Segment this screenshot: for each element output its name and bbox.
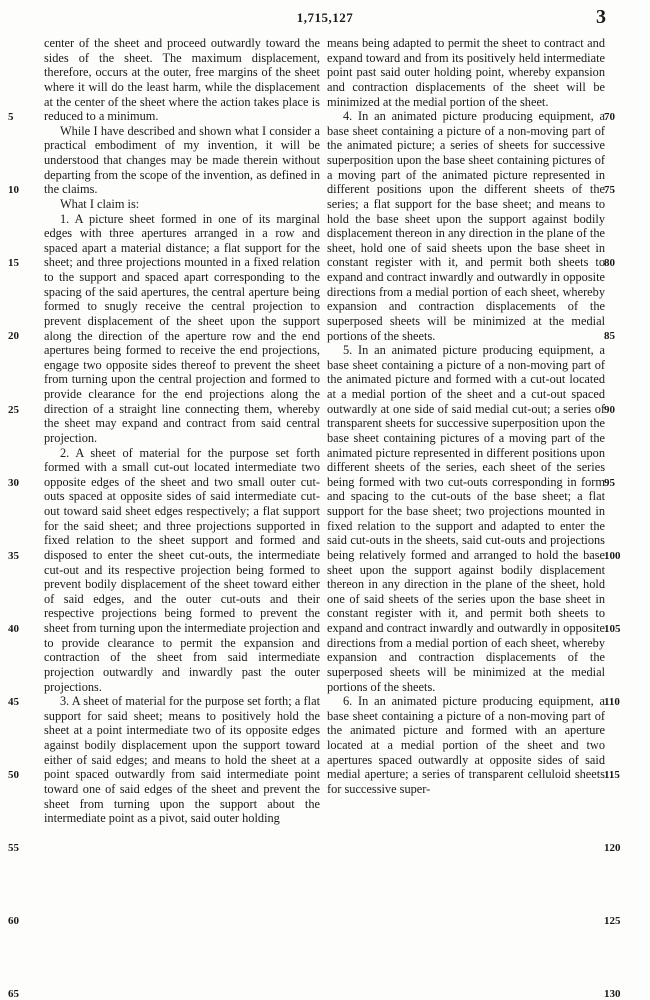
right-column bbox=[327, 36, 605, 797]
paragraph: 2. A sheet of material for the purpose set forth formed with a small cut-out located intermediate two opposite edges of the sheet and two small outer cut-outs spaced at opposite sides of said intermediate cut-out toward said sheet edges respectively; a flat support for the said sheet; and three projections supported in fixed relation to the sheet support and formed and disposed to enter the sheet cut-outs, the intermediate cut-out and its respective projection being formed to prevent bodily displacement of the sheet toward either of said edges, and the outer cut-outs and their respective projections being formed to prevent the sheet from turning upon the intermediate projection and to provide clearance to permit the expansion and contraction of the sheet from said intermediate projection outwardly and inwardly past the outer projections. bbox=[44, 445, 320, 694]
line-number: 115 bbox=[604, 769, 620, 781]
page-header bbox=[0, 6, 650, 32]
line-number: 40 bbox=[8, 622, 19, 635]
line-number: 10 bbox=[8, 184, 19, 197]
paragraph: 4. In an animated picture producing equipment, a base sheet containing a picture of a non-moving part of the animated picture; a series of sheets for successive superposition upon the base sheet containing pictures of a moving part of the animated picture represented in different positions upon the different sheets of the series; a flat support for the base sheet; and means to hold the base sheet upon the support against bodily displacement thereon in any direction in the plane of the sheet, hold one of said sheets upon the base sheet in constant register with it, and permit both sheets to expand and contract inwardly and outwardly in opposite directions from a medial portion of each sheet, whereby expansion and contraction displacements of the superposed sheets will be minimized at the medial portions of the sheets. bbox=[327, 109, 605, 343]
line-number: 20 bbox=[8, 330, 19, 343]
line-number: 75 bbox=[604, 184, 615, 197]
paragraph: While I have described and shown what I consider a practical embodiment of my invention, it will be understood that changes may be made therein without departing from the scope of the invention, as defined in the claims. bbox=[44, 123, 320, 197]
line-number: 120 bbox=[604, 842, 621, 855]
line-number: 45 bbox=[8, 695, 19, 708]
line-number: 95 bbox=[604, 476, 615, 489]
line-number: 80 bbox=[604, 257, 615, 270]
paragraph: center of the sheet and proceed outwardly toward the sides of the sheet. The maximum displacement, therefore, occurs at the outer, free margins of the sheet where it will do the least harm, while the displacement at the center of the sheet where the action takes place is reduced to a minimum. bbox=[44, 36, 320, 124]
paragraph: What I claim is: bbox=[60, 196, 140, 211]
paragraph: 3. A sheet of material for the purpose set forth; a flat support for said sheet; means to positively hold the sheet at a point intermediate two of its opposite edges against bodily displacement upon the support toward either of said edges; and means to hold the sheet at a point spaced outwardly from said intermediate point toward one of said edges of the sheet and prevent the sheet from turning upon the support about the intermediate point as a pivot, said outer holding bbox=[44, 694, 320, 826]
line-number: 70 bbox=[604, 111, 615, 124]
line-number: 85 bbox=[604, 330, 615, 343]
line-number: 65 bbox=[8, 988, 19, 1000]
page-number: 3 bbox=[596, 6, 606, 28]
line-number: 5 bbox=[8, 111, 14, 124]
line-number: 90 bbox=[604, 403, 615, 416]
left-column bbox=[44, 36, 320, 826]
paragraph: means being adapted to permit the sheet to contract and expand toward and from its positively held intermediate point past said outer holding point, whereby expansion and contraction displacements of the sheet will be minimized at the medial portion of the sheet. bbox=[327, 36, 605, 109]
line-number: 100 bbox=[604, 549, 621, 562]
patent-number: 1,715,127 bbox=[296, 10, 354, 25]
line-number: 110 bbox=[604, 695, 620, 708]
line-number: 55 bbox=[8, 842, 19, 855]
paragraph: 5. In an animated picture producing equipment, a base sheet containing a picture of a non-moving part of the animated picture and formed with a cut-out located at a medial portion of the sheet and a cut-out spaced outwardly at one side of said medial cut-out; a series of transparent sheets for successive superposition upon the base sheet containing pictures of a moving part of the animated picture represented in different positions upon different sheets of the series, each sheet of the series being formed with two cut-outs corresponding in form and spacing to the cut-outs of the base sheet; a flat support for the base sheet; two projections mounted in fixed relation to the support and adapted to enter the said cut-outs in the sheets, said cut-outs and projections being relatively formed and arranged to hold the base sheet upon the support against bodily displacement thereon in any direction in the plane of the sheet, hold one of said sheets of the series upon the base sheet in constant register with it, and permit both sheets to expand and contract inwardly and outwardly in opposite directions from a medial portion of each sheet, whereby expansion and contraction displacements of the superposed sheets will be minimized at the medial portions of the sheets. bbox=[327, 343, 605, 694]
line-number: 60 bbox=[8, 915, 19, 928]
paragraph: 1. A picture sheet formed in one of its marginal edges with three apertures arranged in a row and spaced apart a material distance; a flat support for the sheet; and three projections mounted in a fixed relation to the support and spaced apart corresponding to the spacing of the said apertures, the central aperture being formed to snugly receive the central projection to prevent displacement of the sheet upon the support along the direction of the aperture row and the end apertures being formed to receive the end projections, engage two opposite sides thereof to prevent the sheet from turning upon the central projection and formed to provide clearance for the end projections along the direction of a straight line connecting them, whereby the sheet may expand and contract from said central projection. bbox=[44, 211, 320, 445]
line-number: 25 bbox=[8, 403, 19, 416]
line-number: 35 bbox=[8, 549, 19, 562]
line-number: 125 bbox=[604, 915, 621, 928]
paragraph: 6. In an animated picture producing equipment, a base sheet containing a picture of a non-moving part of the animated picture and formed with an aperture located at a medial portion of the sheet and two apertures spaced outwardly at opposite sides of said medial aperture; a series of transparent celluloid sheets for successive super- bbox=[327, 694, 605, 796]
line-number: 30 bbox=[8, 476, 19, 489]
line-number: 50 bbox=[8, 769, 19, 781]
line-number: 105 bbox=[604, 622, 621, 635]
line-number: 15 bbox=[8, 257, 19, 270]
line-number: 130 bbox=[604, 988, 621, 1000]
